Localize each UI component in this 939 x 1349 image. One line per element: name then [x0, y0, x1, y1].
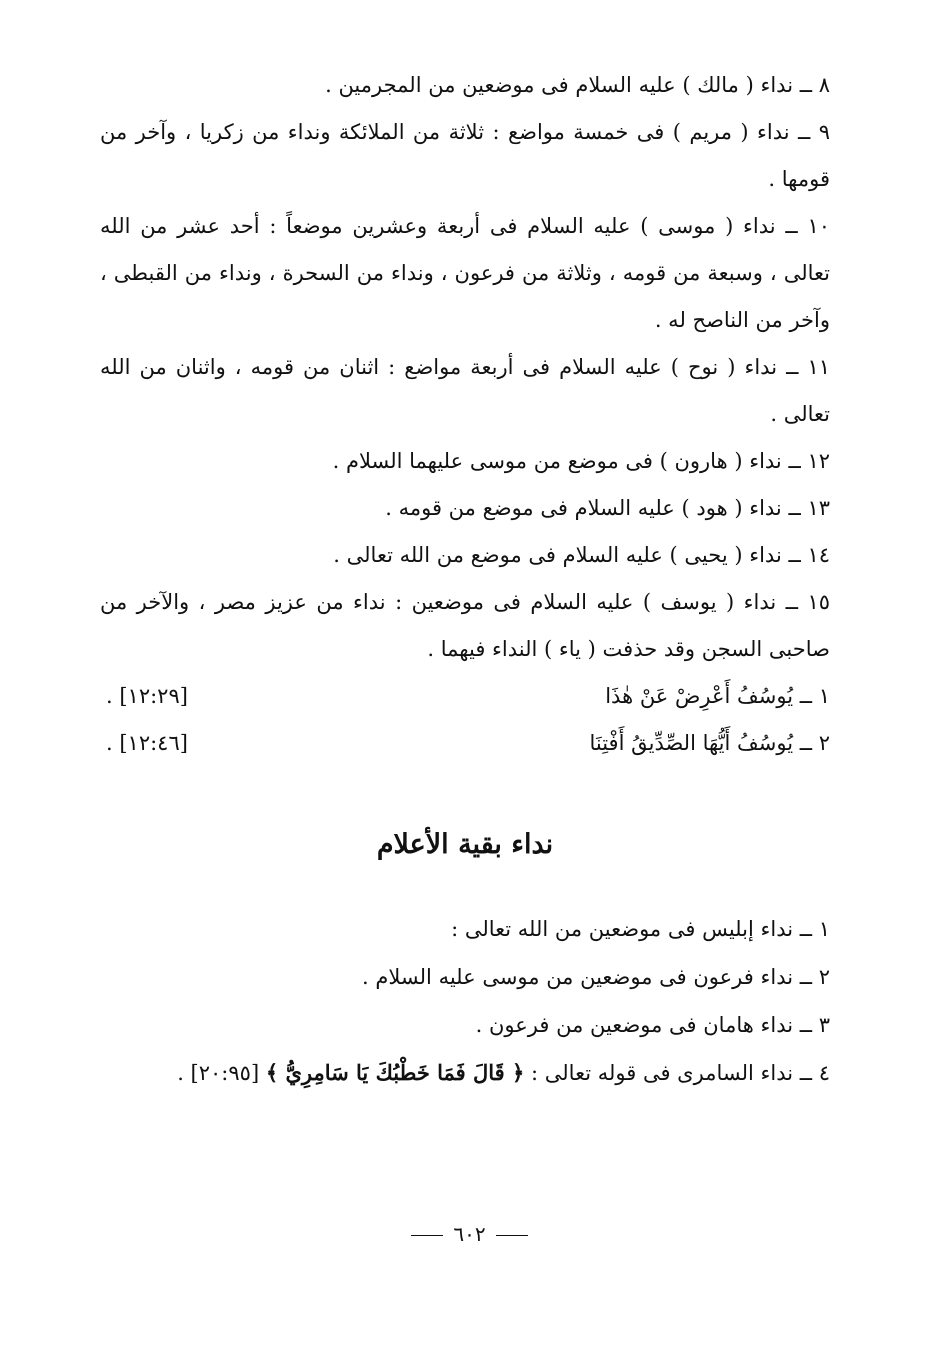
list-item: ٩ ــ نداء ( مريم ) فى خمسة مواضع : ثلاثة من الملائكة ونداء من زكريا ، وآخر من قومها . [100, 120, 830, 191]
list-item: ١٤ ــ نداء ( يحيى ) عليه السلام فى موضع من الله تعالى . [333, 543, 830, 567]
verse-row [100, 673, 830, 720]
verse-reference: [١٢:٤٦] . [106, 731, 188, 755]
list-item: ٣ ــ نداء هامان فى موضعين من فرعون . [475, 1013, 830, 1037]
list-item-text: ٤ ــ نداء السامرى فى قوله تعالى : [531, 1061, 830, 1085]
page-number [0, 1222, 939, 1246]
list-item: ١٠ ــ نداء ( موسى ) عليه السلام فى أربعة وعشرين موضعاً : أحد عشر من الله تعالى ، وسبعة من قومه ، وثلاثة من فرعون ، ونداء من السحرة ، ونداء من القبطى ، وآخر من الناصح له . [100, 214, 830, 332]
list-item: ١٢ ــ نداء ( هارون ) فى موضع من موسى عليهما السلام . [332, 449, 830, 473]
verse-text: ٢ ــ يُوسُفُ أَيُّهَا الصِّدِّيقُ أَفْتِنَا [589, 731, 830, 755]
verse-reference: [١٢:٢٩] . [106, 684, 188, 708]
list-item: ٢ ــ نداء فرعون فى موضعين من موسى عليه السلام . [362, 965, 830, 989]
list-item: ١١ ــ نداء ( نوح ) عليه السلام فى أربعة مواضع : اثنان من قومه ، واثنان من الله تعالى . [100, 355, 830, 426]
list-item: ١٥ ــ نداء ( يوسف ) عليه السلام فى موضعين : نداء من عزيز مصر ، والآخر من صاحبى السجن وقد حذفت ( ياء ) النداء فيهما . [100, 590, 830, 661]
verse-text: ١ ــ يُوسُفُ أَعْرِضْ عَنْ هٰذَا [605, 684, 830, 708]
list-item [100, 1049, 830, 1097]
list-item: ٨ ــ نداء ( مالك ) عليه السلام فى موضعين من المجرمين . [325, 73, 830, 97]
quran-quote: ﴿ قَالَ فَمَا خَطْبُكَ يَا سَامِرِيُّ ﴾ [265, 1060, 525, 1085]
section-list [100, 905, 830, 1097]
page-number-value: ٦٠٢ [401, 1222, 537, 1246]
list-item: ١٣ ــ نداء ( هود ) عليه السلام فى موضع من قومه . [385, 496, 830, 520]
page-body [100, 62, 830, 1097]
section-heading: نداء بقية الأعلام [376, 829, 554, 860]
list-item: ١ ــ نداء إبليس فى موضعين من الله تعالى : [451, 917, 830, 941]
quote-reference: [٢٠:٩٥] . [177, 1061, 260, 1085]
verse-row [100, 720, 830, 767]
